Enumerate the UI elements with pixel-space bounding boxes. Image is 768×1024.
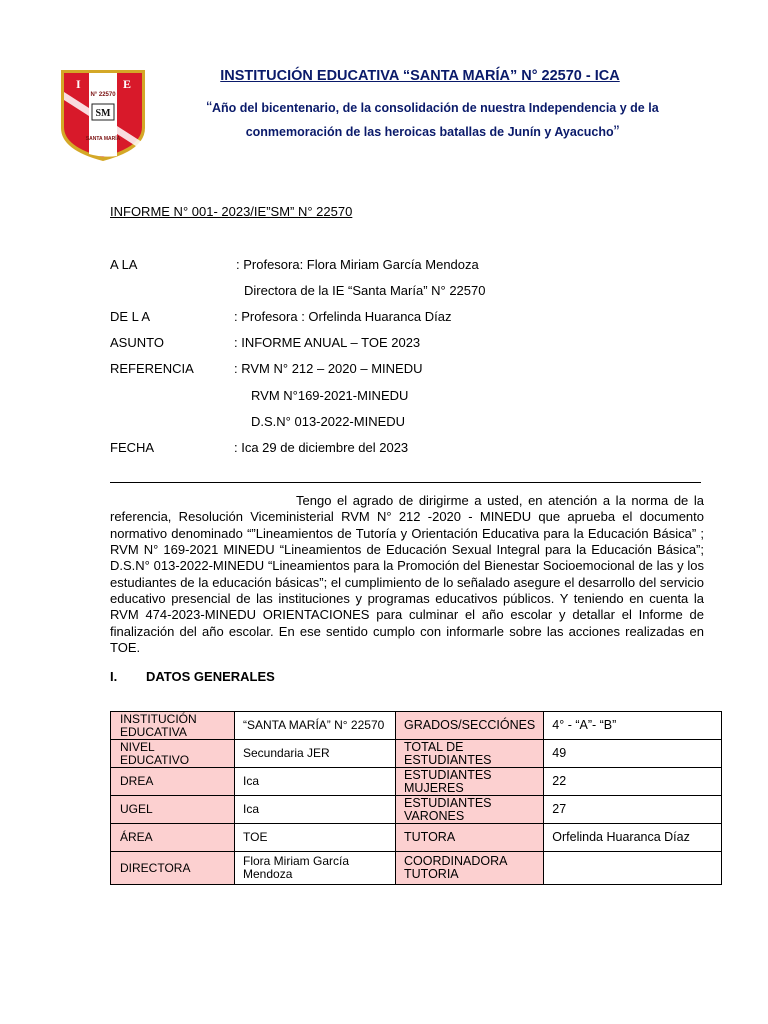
table-row: [111, 852, 722, 885]
table-key-cell: GRADOS/SECCIÓNES: [396, 712, 544, 740]
table-key-cell: TOTAL DE ESTUDIANTES: [396, 740, 544, 768]
to-value: : Profesora: Flora Miriam García Mendoza: [236, 257, 479, 272]
school-logo: [59, 68, 147, 163]
table-key-cell: COORDINADORA TUTORIA: [396, 852, 544, 885]
section-number: I.: [110, 669, 118, 684]
table-row: [111, 768, 722, 796]
table-row: [111, 796, 722, 824]
logo-name: SANTA MARÍA: [85, 136, 121, 142]
table-key-cell: NIVEL EDUCATIVO: [111, 740, 235, 768]
table-row: [111, 740, 722, 768]
table-value-cell: Orfelinda Huaranca Díaz: [544, 824, 722, 852]
section-title: DATOS GENERALES: [146, 669, 275, 684]
body-paragraph: [110, 493, 704, 656]
table-value-cell: Ica: [235, 796, 396, 824]
motto-line-2: conmemoración de las heroicas batallas de Junín y Ayacucho: [245, 125, 614, 139]
table-value-cell: “SANTA MARÍA” N° 22570: [235, 712, 396, 740]
reference-value: : RVM N° 212 – 2020 – MINEDU: [234, 361, 423, 376]
body-text: Tengo el agrado de dirigirme a usted, en atención a la norma de la referencia, Resolución Viceministerial RVM N° 212 -2020 - MINEDU que aprueba el documento normativo denominado “”Lineamientos de Tutoría y Orientación Educativa para la Educación Básica” ; RVM N° 169-2021 MINEDU “Lineamientos de Educación Sexual Integral para la Educación Básica”; D.S.N° 013-2022-MINEDU “Lineamientos para la Promoción del Bienestar Socioemocional de las y los estudiantes de la educación básicas”; el cumplimiento de lo señalado asegure el desarrollo del servicio educativo presencial de las instituciones y programas educativos públicos. Y teniendo en cuenta la RVM 474-2023-MINEDU ORIENTACIONES para culminar el año escolar y detallar el Informe de finalización del año escolar. En ese sentido cumplo con informarle sobre las acciones realizadas en TOE.: [110, 493, 704, 656]
table-key-cell: TUTORA: [396, 824, 544, 852]
table-key-cell: UGEL: [111, 796, 235, 824]
motto-open-quote: “: [206, 98, 213, 117]
logo-letter-i: I: [76, 77, 81, 91]
from-value: : Profesora : Orfelinda Huaranca Díaz: [234, 309, 452, 324]
table-value-cell: 22: [544, 768, 722, 796]
date-label: FECHA: [110, 440, 155, 455]
institution-title: INSTITUCIÓN EDUCATIVA “SANTA MARÍA” N° 22570 - ICA: [220, 68, 620, 84]
table-key-cell: ÁREA: [111, 824, 235, 852]
table-key-cell: ESTUDIANTES VARONES: [396, 796, 544, 824]
logo-letter-e: E: [123, 77, 132, 91]
table-value-cell: Ica: [235, 768, 396, 796]
table-row: [111, 712, 722, 740]
table-value-cell: TOE: [235, 824, 396, 852]
table-row: [111, 824, 722, 852]
table-key-cell: INSTITUCIÓN EDUCATIVA: [111, 712, 235, 740]
table-value-cell: Flora Miriam García Mendoza: [235, 852, 396, 885]
subject-value: : INFORME ANUAL – TOE 2023: [234, 335, 421, 350]
table-value-cell: Secundaria JER: [235, 740, 396, 768]
table-key-cell: ESTUDIANTES MUJERES: [396, 768, 544, 796]
logo-number: N° 22570: [90, 92, 116, 98]
report-number: INFORME N° 001- 2023/IE”SM” N° 22570: [110, 204, 353, 219]
to-label: A LA: [110, 257, 138, 272]
motto-line-1: Año del bicentenario, de la consolidación de nuestra Independencia y de la: [212, 101, 659, 115]
table-key-cell: DIRECTORA: [111, 852, 235, 885]
table-value-cell: 49: [544, 740, 722, 768]
general-data-table: [110, 711, 722, 885]
date-value: : Ica 29 de diciembre del 2023: [234, 440, 409, 455]
logo-initials: SM: [95, 108, 111, 119]
reference-value-3: D.S.N° 013-2022-MINEDU: [251, 414, 406, 429]
from-label: DE L A: [110, 309, 150, 324]
reference-label: REFERENCIA: [110, 361, 194, 376]
reference-value-2: RVM N°169-2021-MINEDU: [251, 388, 409, 403]
table-value-cell: [544, 852, 722, 885]
motto-close-quote: ”: [613, 122, 620, 141]
separator-line: [110, 482, 701, 483]
to-value-line-2: Directora de la IE “Santa María” N° 22570: [244, 283, 486, 298]
table-value-cell: 4° - “A”- “B”: [544, 712, 722, 740]
subject-label: ASUNTO: [110, 335, 164, 350]
year-motto: [180, 96, 685, 144]
section-heading: [110, 669, 275, 684]
table-key-cell: DREA: [111, 768, 235, 796]
table-value-cell: 27: [544, 796, 722, 824]
